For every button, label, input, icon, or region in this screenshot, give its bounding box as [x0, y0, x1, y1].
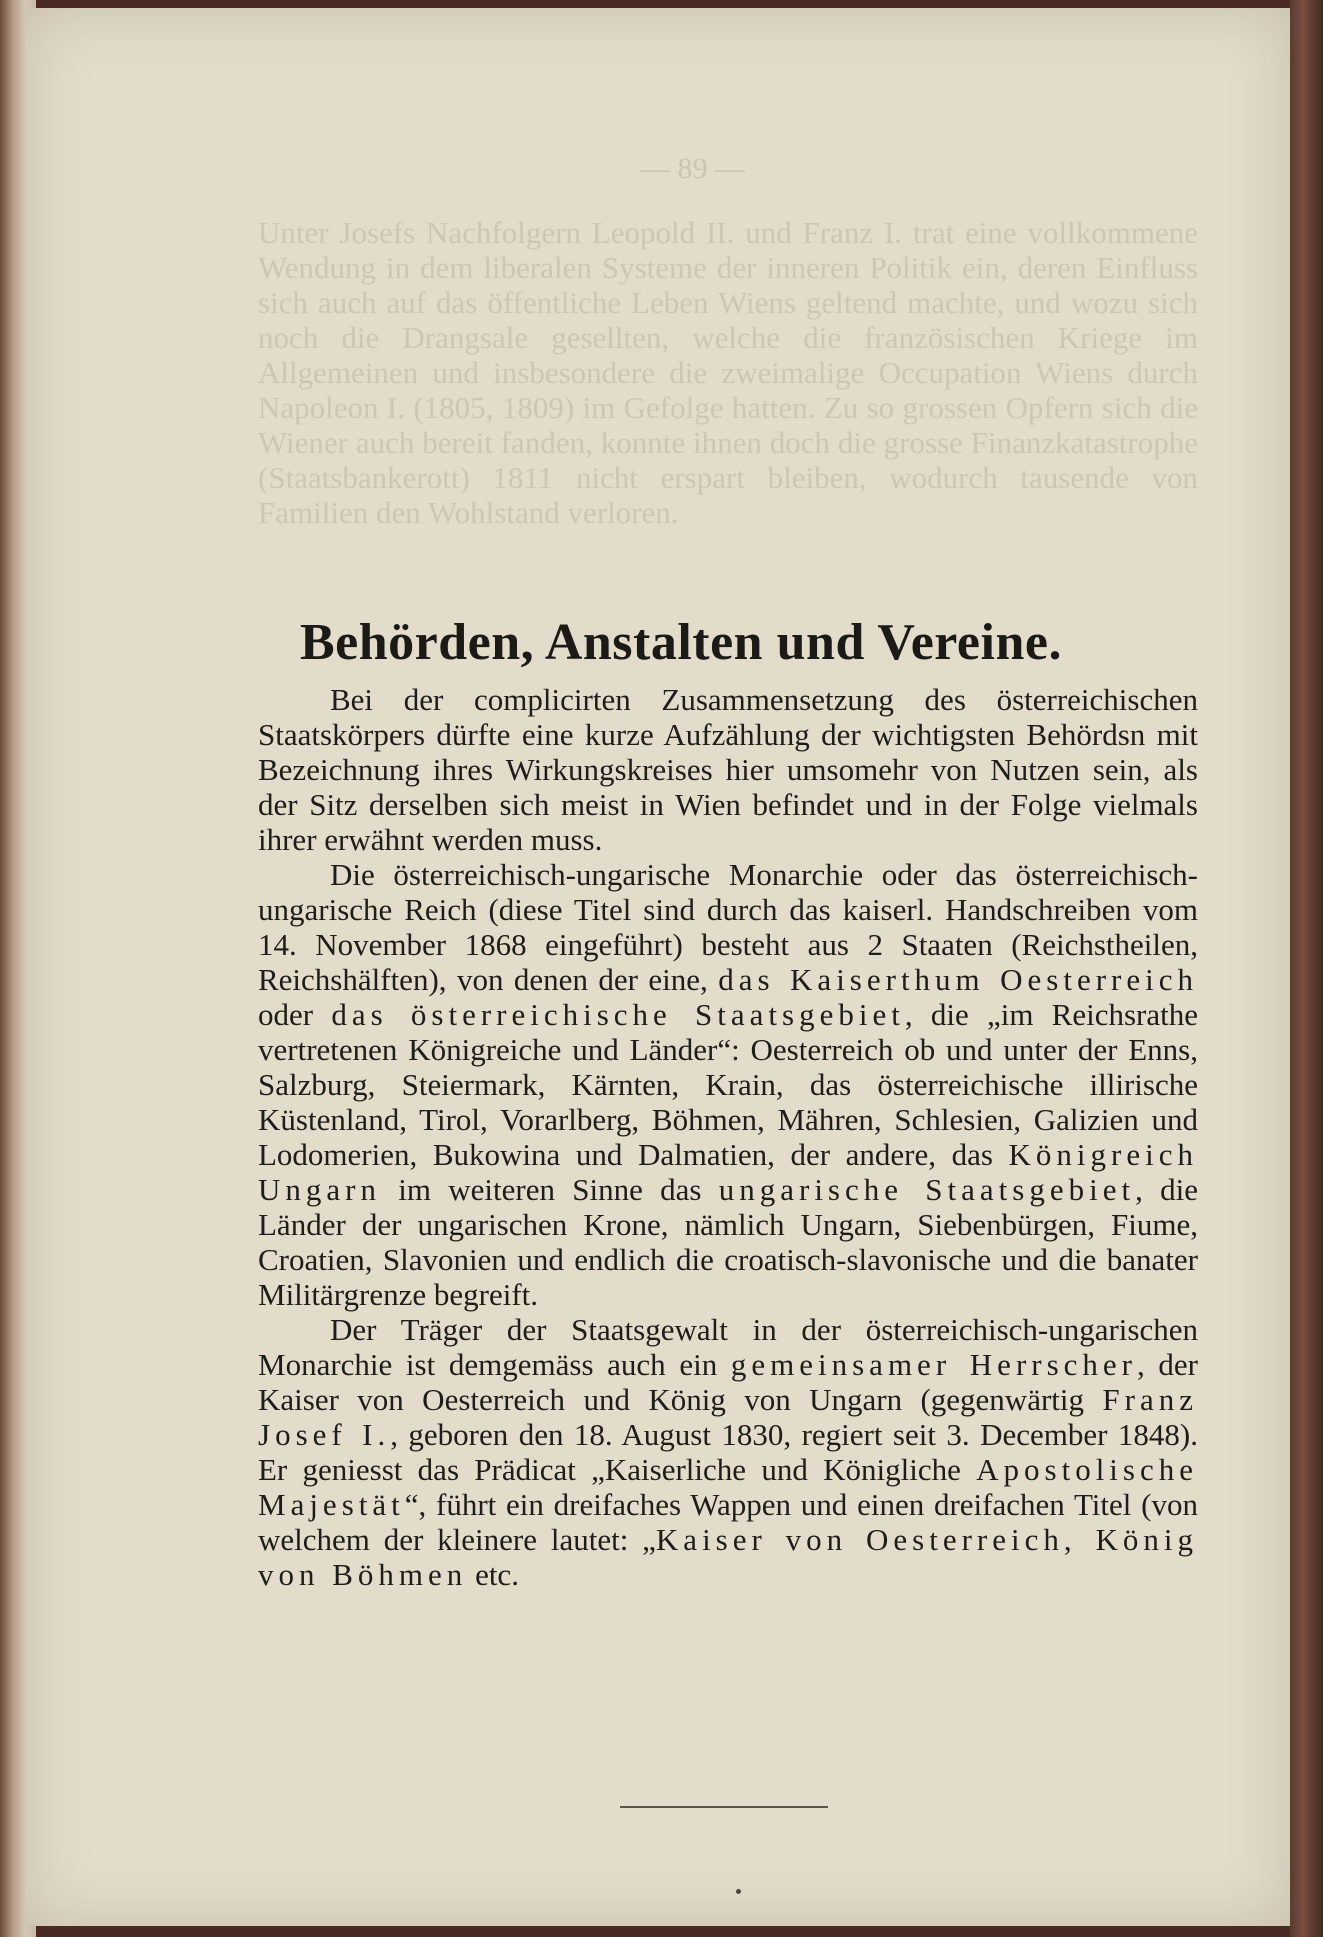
text-segment: , geboren den 18. August 1830, regiert seit 3. December 1848). Er geniesst das Prädicat „Kaiserliche und Königliche — [258, 1417, 1198, 1487]
spaced-emphasis-text: das Kaiserthum Oesterreich — [718, 962, 1198, 997]
spaced-emphasis-text: Apostolische Majestät — [258, 1452, 1198, 1522]
text-segment: Der Träger der Staatsgewalt in der österreichisch-ungarischen Monarchie ist demgemäss auch ein — [258, 1312, 1198, 1382]
book-cover-edge — [1290, 0, 1323, 1937]
section-heading: Behörden, Anstalten und Vereine. — [300, 613, 1062, 671]
spaced-emphasis-text: ungarische Staatsgebiet — [718, 1172, 1136, 1207]
text-segment: , die Länder der ungarischen Krone, nämlich Ungarn, Siebenbürgen, Fiume, Croatien, Slavonien und endlich die croatisch-slavonische und die banater Militärgrenze begreift. — [258, 1172, 1198, 1312]
ink-dot — [736, 1889, 741, 1894]
bleed-through-text: Unter Josefs Nachfolgern Leopold II. und Franz I. trat eine vollkommene Wendung in dem liberalen Systeme der inneren Politik ein, deren Einfluss sich auch auf das öffentliche Leben Wiens geltend machte, und wozu sich noch die Drangsale gesellten, welche die französischen Kriege im Allgemeinen und insbesondere die zweimalige Occupation Wiens durch Napoleon I. (1805, 1809) im Gefolge hatten. Zu so grossen Opfern sich die Wiener auch bereit fanden, konnte ihnen doch die grosse Finanzkatastrophe (Staatsbankerott) 1811 nicht erspart bleiben, wodurch tausende von Familien den Wohlstand verloren. — [258, 215, 1198, 530]
spaced-emphasis-text: gemeinsamer Herrscher — [730, 1347, 1137, 1382]
text-segment: im weiteren Sinne das — [380, 1172, 719, 1207]
paragraph — [258, 682, 1198, 857]
end-rule — [620, 1806, 828, 1808]
paragraph — [258, 1312, 1198, 1592]
spaced-emphasis-text: das österreichische Staatsgebiet — [331, 997, 905, 1032]
text-segment: Bei der complicirten Zusammensetzung des österreichischen Staatskörpers dürfte eine kurze Aufzählung der wichtigsten Behördsn mit Bezeichnung ihres Wirkungskreises hier umsomehr von Nutzen sein, als der Sitz derselben sich meist in Wien befindet und in der Folge vielmals ihrer erwähnt werden muss. — [258, 682, 1198, 857]
spaced-emphasis-text: Kaiser von Oesterreich, König von Böhmen — [258, 1522, 1198, 1592]
bleed-through-page-number: — 89 — — [640, 152, 745, 185]
spaced-emphasis-text: Königreich Ungarn — [258, 1137, 1198, 1207]
text-segment: “, führt ein dreifaches Wappen und einen dreifachen Titel (von welchem der kleinere lautet: „ — [258, 1487, 1198, 1557]
body-text — [258, 682, 1198, 1592]
text-segment: etc. — [467, 1557, 519, 1592]
text-segment: , die „im Reichsrathe vertretenen Königreiche und Länder“: Oesterreich ob und unter der Enns, Salzburg, Steiermark, Kärnten, Krain, das österreichische illirische Küstenland, Tirol, Vorarlberg, Böhmen, Mähren, Schlesien, Galizien und Lodomerien, Bukowina und Dalmatien, der andere, das — [258, 997, 1198, 1172]
paragraph — [258, 857, 1198, 1312]
spaced-emphasis-text: Franz Josef I. — [258, 1382, 1198, 1452]
text-segment: oder — [258, 997, 332, 1032]
text-segment: Die österreichisch-ungarische Monarchie oder das österreichisch-ungarische Reich (diese Titel sind durch das kaiserl. Handschreiben vom 14. November 1868 eingeführt) besteht aus 2 Staaten (Reichstheilen, Reichshälften), von denen der eine, — [258, 857, 1198, 997]
text-segment: , der Kaiser von Oesterreich und König von Ungarn (gegenwärtig — [258, 1347, 1198, 1417]
